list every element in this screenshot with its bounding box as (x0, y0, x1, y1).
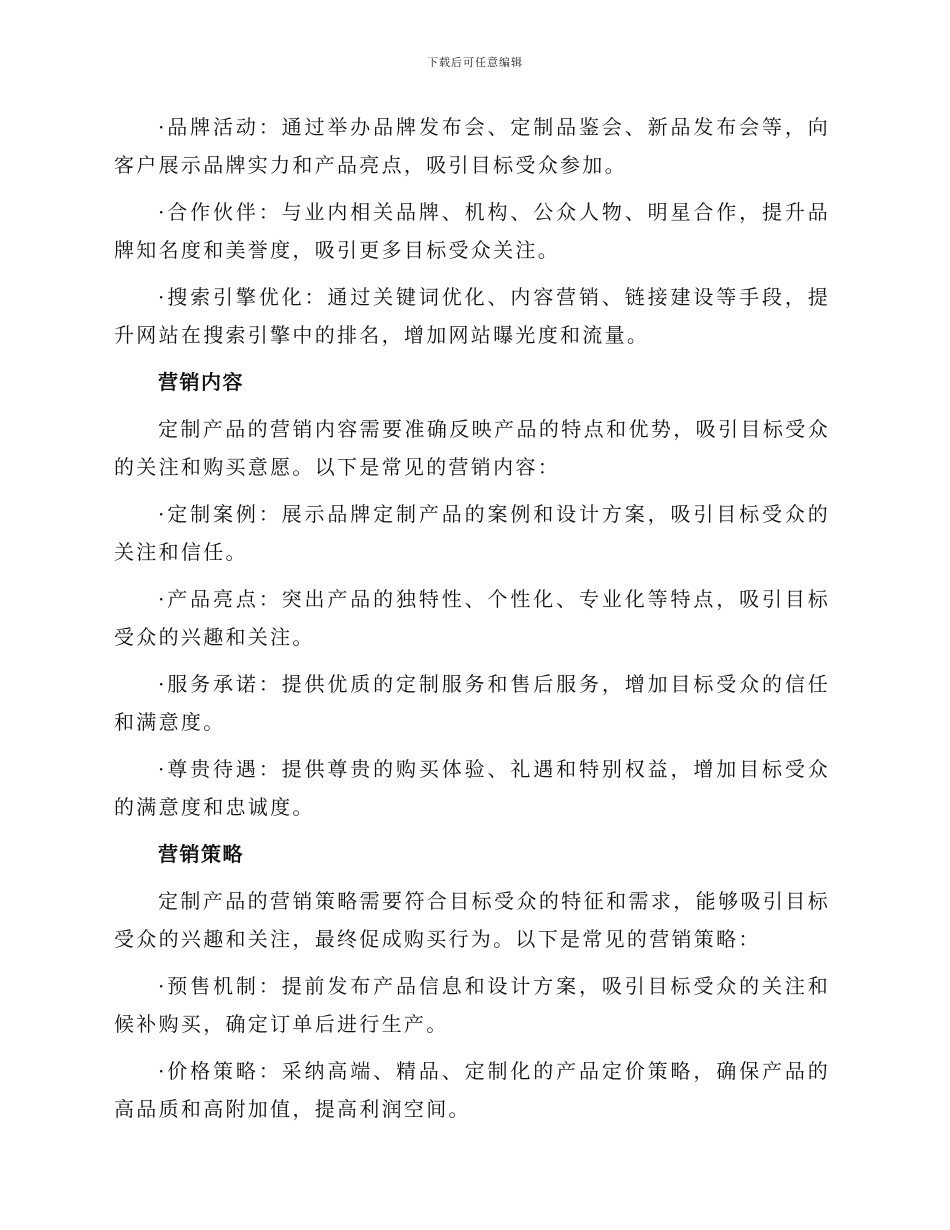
bullet-partners: ·合作伙伴：与业内相关品牌、机构、公众人物、明星合作，提升品牌知名度和美誉度，吸引更多目标受众关注。 (114, 200, 830, 262)
bullet-service-promise: ·服务承诺：提供优质的定制服务和售后服务，增加目标受众的信任和满意度。 (114, 672, 830, 734)
document-body (114, 108, 830, 1137)
bullet-pricing: ·价格策略：采纳高端、精品、定制化的产品定价策略，确保产品的高品质和高附加值，提高利润空间。 (114, 1059, 830, 1121)
page-header: 下载后可任意编辑 (427, 56, 523, 69)
bullet-presale: ·预售机制：提前发布产品信息和设计方案，吸引目标受众的关注和候补购买，确定订单后进行生产。 (114, 974, 830, 1036)
bullet-vip-treatment: ·尊贵待遇：提供尊贵的购买体验、礼遇和特别权益，增加目标受众的满意度和忠诚度。 (114, 757, 830, 819)
content-intro-paragraph: 定制产品的营销内容需要准确反映产品的特点和优势，吸引目标受众的关注和购买意愿。以下是常见的营销内容： (114, 417, 830, 479)
section-heading-content: 营销内容 (158, 370, 244, 394)
bullet-product-highlights: ·产品亮点：突出产品的独特性、个性化、专业化等特点，吸引目标受众的兴趣和关注。 (114, 587, 830, 649)
bullet-brand-events: ·品牌活动：通过举办品牌发布会、定制品鉴会、新品发布会等，向客户展示品牌实力和产品亮点，吸引目标受众参加。 (114, 115, 830, 177)
bullet-custom-cases: ·定制案例：展示品牌定制产品的案例和设计方案，吸引目标受众的关注和信任。 (114, 502, 830, 564)
strategy-intro-paragraph: 定制产品的营销策略需要符合目标受众的特征和需求，能够吸引目标受众的兴趣和关注，最终促成购买行为。以下是常见的营销策略： (114, 889, 830, 951)
bullet-seo: ·搜索引擎优化：通过关键词优化、内容营销、链接建设等手段，提升网站在搜索引擎中的排名，增加网站曝光度和流量。 (114, 285, 830, 347)
section-heading-strategy: 营销策略 (158, 842, 244, 866)
